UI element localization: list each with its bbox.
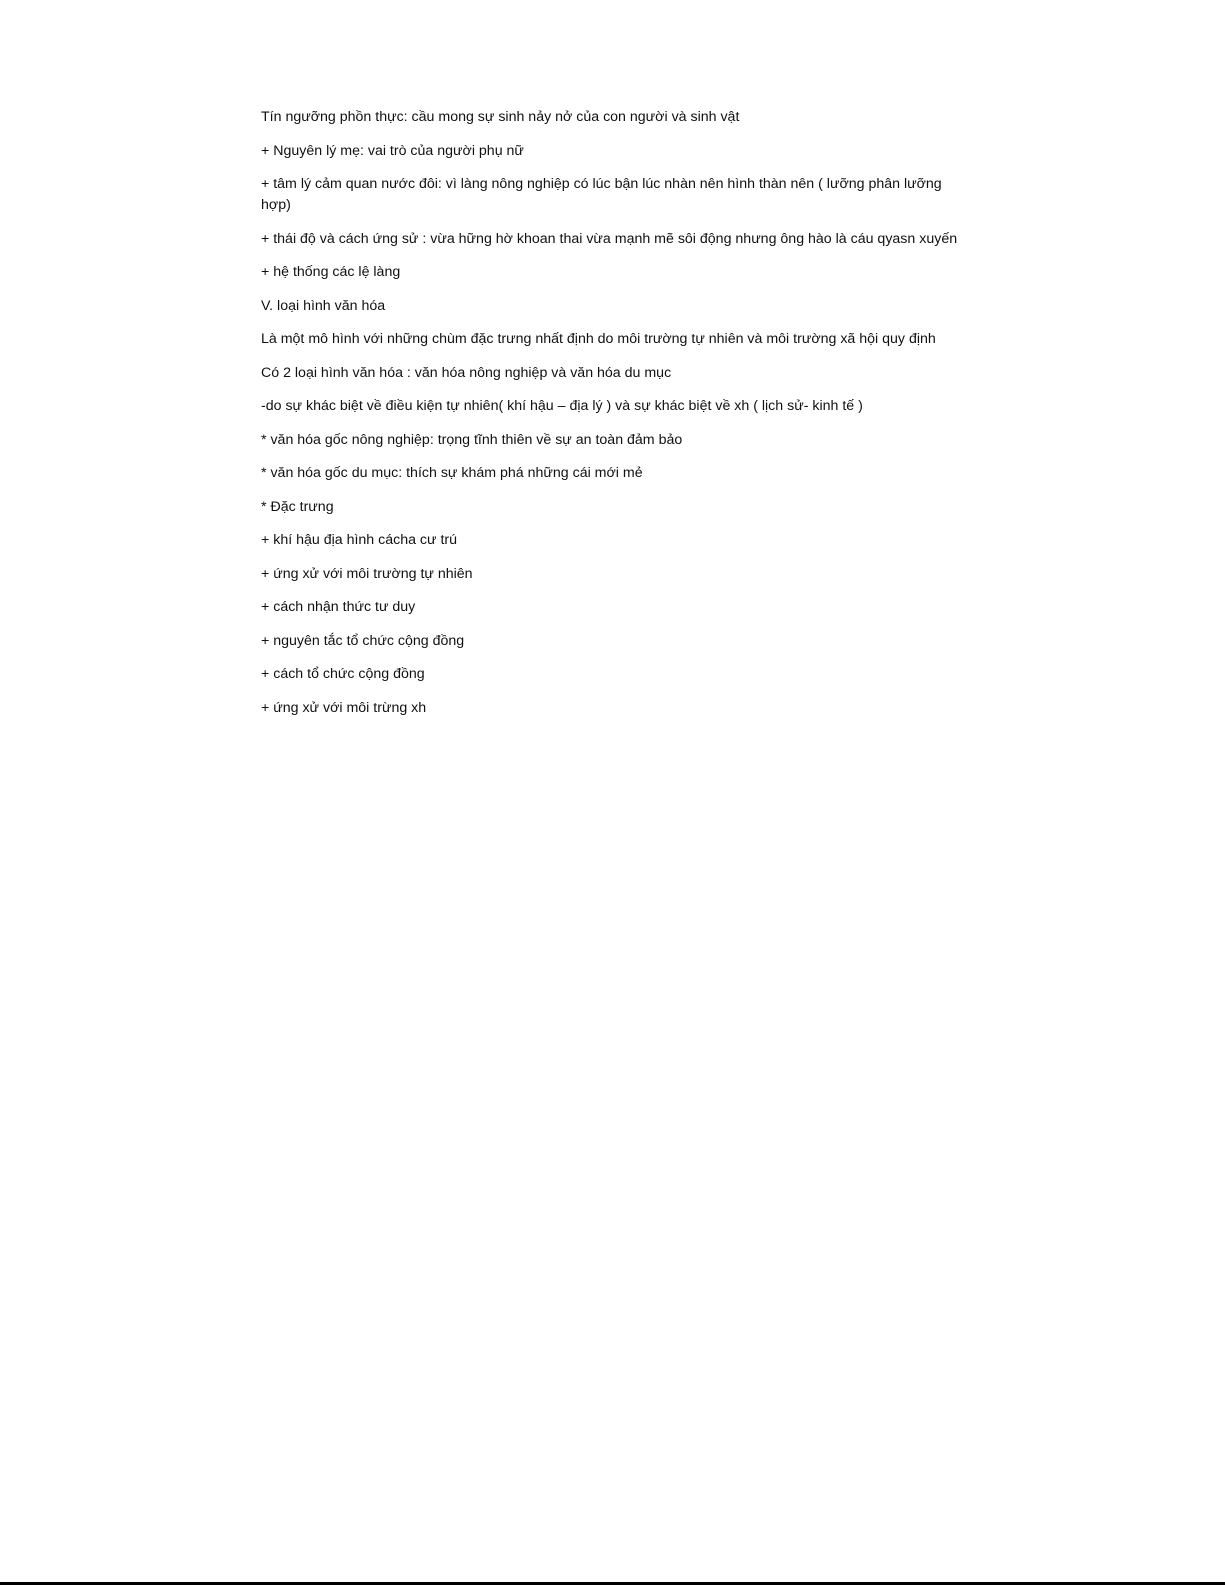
paragraph: * văn hóa gốc nông nghiệp: trọng tĩnh thiên về sự an toàn đảm bảo: [261, 431, 683, 448]
document-body: [261, 107, 961, 731]
paragraph: + thái độ và cách ứng sử : vừa hững hờ khoan thai vừa mạnh mẽ sôi động nhưng ông hào là cáu qyasn xuyến: [261, 230, 958, 247]
paragraph: + hệ thống các lệ làng: [261, 264, 401, 280]
paragraph: -do sự khác biệt về điều kiện tự nhiên( khí hậu – địa lý ) và sự khác biệt về xh ( lịch sử- kinh tế ): [261, 398, 863, 414]
paragraph: + ứng xử với môi trừng xh: [261, 699, 427, 716]
paragraph: + ứng xử với môi trường tự nhiên: [261, 565, 473, 582]
paragraph: Tín ngưỡng phồn thực: cầu mong sự sinh nảy nở của con người và sinh vật: [261, 109, 740, 125]
paragraph: * văn hóa gốc du mục: thích sự khám phá những cái mới mẻ: [261, 465, 643, 481]
paragraph: + khí hậu địa hình cácha cư trú: [261, 532, 458, 548]
paragraph: + nguyên tắc tổ chức cộng đồng: [261, 632, 465, 649]
paragraph: + tâm lý cảm quan nước đôi: vì làng nông nghiệp có lúc bận lúc nhàn nên hình thàn nên ( lưỡng phân lưỡng hợp): [261, 176, 942, 213]
paragraph: * Đặc trưng: [261, 498, 334, 515]
section-heading: V. loại hình văn hóa: [261, 297, 386, 314]
paragraph: + cách tổ chức cộng đồng: [261, 666, 425, 682]
paragraph: + Nguyên lý mẹ: vai trò của người phụ nữ: [261, 142, 524, 159]
paragraph: Là một mô hình với những chùm đặc trưng nhất định do môi trường tự nhiên và môi trường xã hội quy định: [261, 331, 936, 347]
paragraph: Có 2 loại hình văn hóa : văn hóa nông nghiệp và văn hóa du mục: [261, 364, 672, 381]
paragraph: + cách nhận thức tư duy: [261, 599, 416, 615]
